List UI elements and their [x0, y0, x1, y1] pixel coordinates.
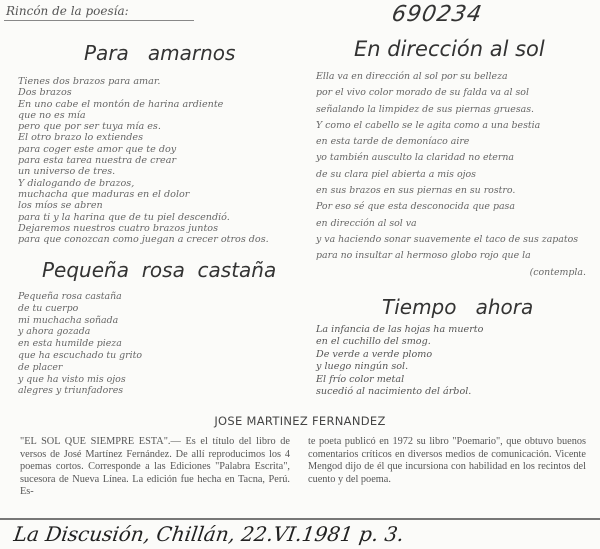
poem-line: Dejaremos nuestros cuatro brazos juntos [18, 222, 218, 234]
poem-line: para no insultar al hermoso globo rojo que la [316, 250, 531, 262]
poem-line: El otro brazo lo extiendes [18, 132, 143, 144]
poem-line: Tienes dos brazos para amar. [18, 76, 161, 87]
poem-line: por el vivo color morado de su falda va al sol [316, 87, 529, 99]
handwritten-source-note: La Discusión, Chillán, 22.VI.1981 p. 3. [12, 522, 406, 546]
poem-line: y ahora gozada [18, 326, 91, 338]
poem-line: La infancia de las hojas ha muerto [316, 324, 484, 335]
note-column-2: te poeta publicó en 1972 su libro "Poemario", que obtuvo buenos comentarios críticos en diversos medios de comunicación. Vicente Mengod dijo de él que incursiona con habilidad en los recintos del cuento y del poema. [308, 436, 586, 485]
poem-line: Y dialogando de brazos, [18, 177, 135, 189]
poem-pequena-rosa-castana [18, 291, 142, 397]
poem-line: Ella va en dirección al sol por su belleza [316, 71, 508, 82]
note-column-1: "EL SOL QUE SIEMPRE ESTA".— Es el título del libro de versos de José Martínez Fernández. De allí reproducimos los 4 poemas cortos. Corresponde a las Ediciones "Palabra Escrita", sucesora de Nueva Línea. La edición fue hecha en Tacna, Perú. Es- [20, 436, 290, 498]
poem-line: alegres y triunfadores [18, 385, 124, 397]
poem-line: para coger este amor que te doy [18, 143, 177, 155]
author-byline: JOSE MARTINEZ FERNANDEZ [214, 414, 386, 428]
poem-line: Por eso sé que esta desconocida que pasa [316, 201, 515, 213]
poem-line: En uno cabe el montón de harina ardiente [18, 98, 224, 110]
poem-line: Y como el cabello se le agita como a una bestia [316, 119, 541, 131]
poem-en-direccion-al-sol [316, 69, 586, 281]
poem-line: pero que por ser tuya mía es. [18, 121, 161, 133]
section-divider [4, 20, 194, 21]
poem-line: Pequeña rosa castaña [18, 291, 122, 302]
poem-title-pequena-rosa-castana: Pequeña rosa castaña [42, 258, 277, 282]
clipping-bottom-rule [0, 518, 600, 520]
poem-line: para ti y la harina que de tu piel descendió. [18, 211, 230, 223]
poem-line: muchacha que maduras en el dolor [18, 188, 190, 200]
poem-line: sucedió al nacimiento del árbol. [316, 386, 472, 398]
poem-line: y luego ningún sol. [316, 361, 409, 373]
poem-line: y va haciendo sonar suavemente el taco de sus zapatos [316, 233, 579, 245]
poem-line: Dos brazos [18, 87, 72, 99]
poem-title-en-direccion-al-sol: En dirección al sol [354, 37, 545, 61]
poem-line: mi muchacha soñada [18, 314, 119, 326]
poem-line: de placer [18, 361, 63, 373]
poem-tiempo-ahora [316, 324, 483, 398]
poem-line: para que conozcan como juegan a crecer otros dos. [18, 234, 269, 246]
poem-line: en el cuchillo del smog. [316, 336, 431, 348]
poem-line: en sus brazos en sus piernas en su rostro. [316, 185, 516, 197]
poem-line: (contempla. [529, 266, 586, 278]
poem-line: en esta tarde de demoníaco aire [316, 136, 470, 148]
poem-line: de tu cuerpo [18, 302, 79, 314]
poem-para-amarnos [18, 76, 269, 245]
poem-line: que ha escuchado tu grito [18, 349, 143, 361]
poem-line: señalando la limpidez de sus piernas gruesas. [316, 103, 535, 115]
poem-line: en esta humilde pieza [18, 338, 122, 350]
poem-line: para esta tarea nuestra de crear [18, 155, 177, 167]
poem-title-para-amarnos: Para amarnos [84, 41, 236, 65]
poem-line: que no es mía [18, 109, 86, 121]
poem-line: los míos se abren [18, 200, 103, 212]
poem-line: El frío color metal [316, 373, 405, 385]
poem-line: de su clara piel abierta a mis ojos [316, 168, 476, 180]
poem-title-tiempo-ahora: Tiempo ahora [382, 295, 534, 319]
poem-line: yo también ausculto la claridad no eterna [316, 152, 514, 164]
poem-line: un universo de tres. [18, 166, 116, 178]
section-heading: Rincón de la poesía: [6, 4, 129, 18]
poem-line: De verde a verde plomo [316, 348, 433, 360]
poem-line: y que ha visto mis ojos [18, 373, 126, 385]
poem-line: en dirección al sol va [316, 217, 417, 229]
archive-number: 690234 [389, 2, 485, 27]
